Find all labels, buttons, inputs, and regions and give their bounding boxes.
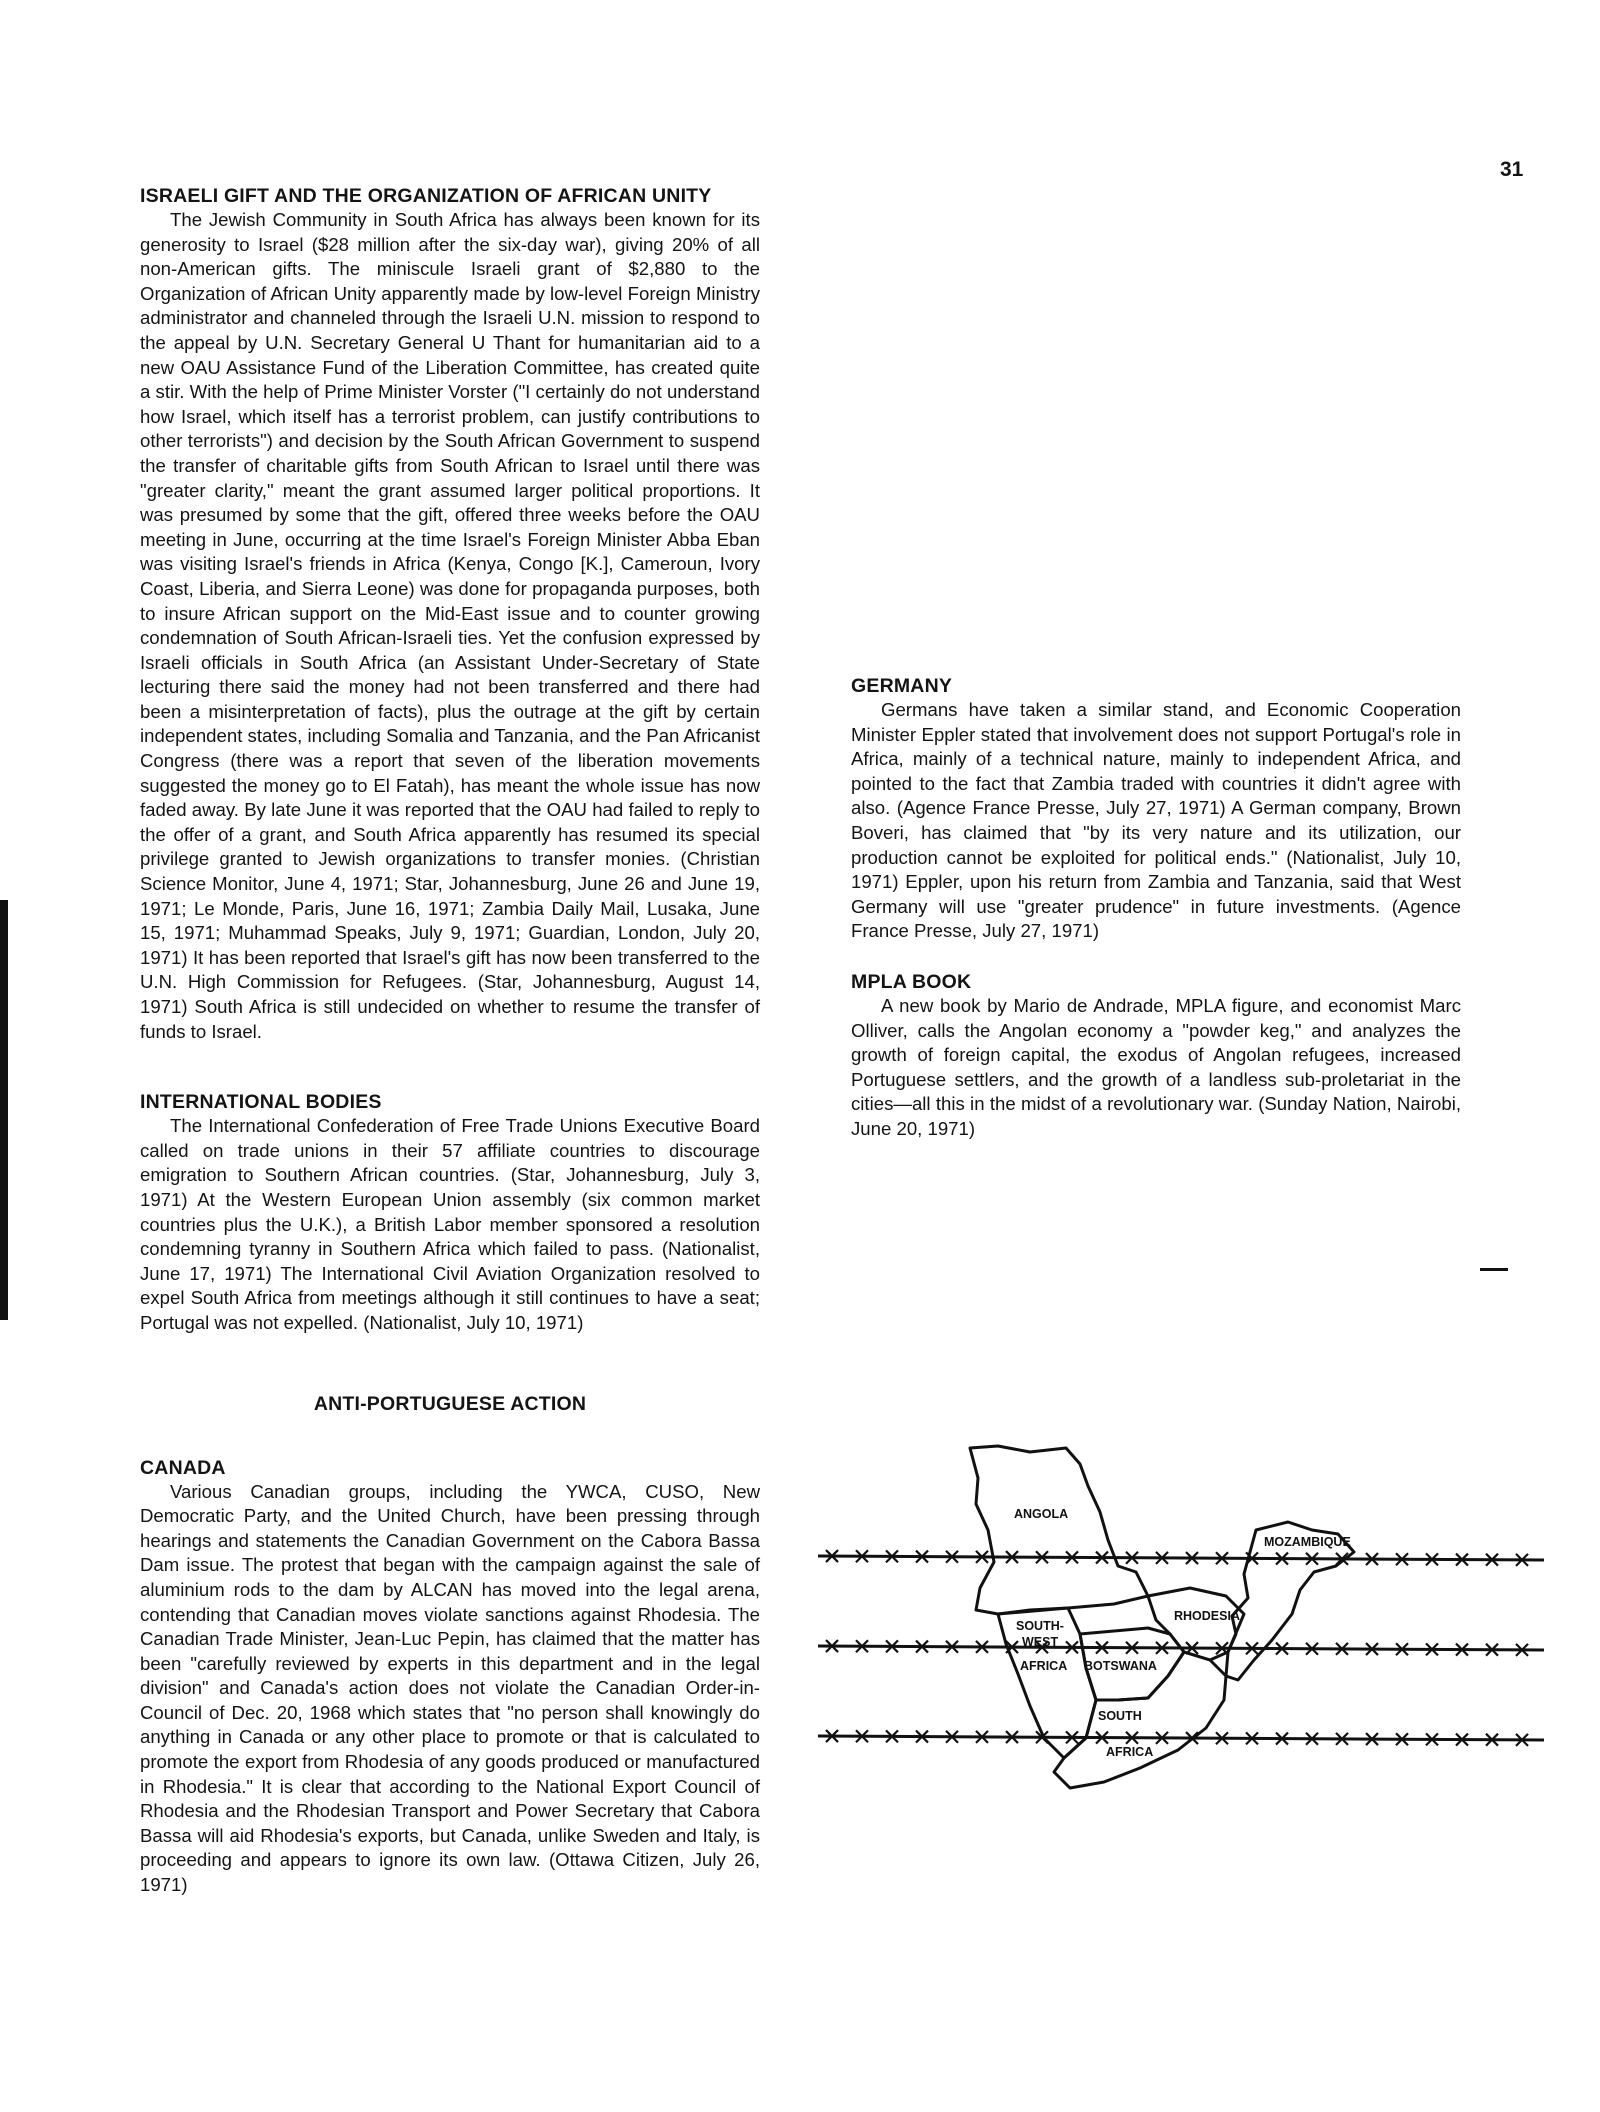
label-angola: ANGOLA [1014, 1507, 1069, 1521]
label-rhodesia: RHODESIA [1174, 1609, 1240, 1623]
page-number: 31 [1500, 158, 1524, 181]
label-south-west-3: AFRICA [1020, 1659, 1068, 1673]
mpla-book-body: A new book by Mario de Andrade, MPLA figure, and economist Marc Olliver, calls the Angolan economy a "powder keg," and analyzes the growth of foreign capital, the exodus of Angolan refugees, increased Portuguese settlers, and the growth of a landless sub-proletariat in the cities—all this in the midst of a revolutionary war. (Sunday Nation, Nairobi, June 20, 1971) [851, 994, 1461, 1139]
international-bodies-body: The International Confederation of Free Trade Unions Executive Board called on trade unions in their 57 affiliate countries to discourage emigration to Southern African countries. (Star, Johannesburg, July 3, 1971) At the Western European Union assembly (six common market countries plus the U.K.), a British Labor member sponsored a resolution condemning tyranny in Southern Africa which failed to pass. (Nationalist, June 17, 1971) The International Civil Aviation Organization resolved to expel South Africa from meetings although it still continues to have a seat; Portugal was not expelled. (Nationalist, July 10, 1971) [140, 1115, 760, 1333]
israeli-gift-body: The Jewish Community in South Africa has always been known for its generosity to Israel ($28 million after the six-day war), giving 20% of all non-American gifts. The miniscule Israeli grant of $2,880 to the Organization of African Unity apparently made by low-level Foreign Ministry administrator and channeled through the Israeli U.N. mission to respond to the appeal by U.N. Secretary General U Thant for humanitarian aid to a new OAU Assistance Fund of the Liberation Committee, has created quite a stir. With the help of Prime Minister Vorster ("I certainly do not understand how Israel, which itself has a terrorist problem, can justify contributions to other terrorists") and decision by the South African Government to suspend the transfer of charitable gifts from South African to Israel until there was "greater clarity," meant the grant assumed larger political proportions. It was presumed by some that the gift, offered three weeks before the OAU meeting in June, occurring at the time Israel's Foreign Minister Abba Eban was visiting Israel's friends in Africa (Kenya, Congo [K.], Cameroun, Ivory Coast, Liberia, and Sierra Leone) was done for propaganda purposes, both to insure African support on the Mid-East issue and to counter growing condemnation of South African-Israeli ties. Yet the confusion expressed by Israeli officials in South Africa (an Assistant Under-Secretary of State lecturing there said the money had not been transferred and there had been a misinterpretation of facts), plus the outrage at the gift by certain independent states, including Somalia and Tanzania, and the Pan Africanist Congress (there was a report that seven of the liberation movements suggested the money go to El Fatah), has meant the whole issue has now faded away. By late June it was reported that the OAU had failed to reply to the offer of a grant, and South Africa apparently has resumed its special privilege granted to Jewish organizations to transfer monies. (Christian Science Monitor, June 4, 1971; Star, Johannesburg, June 26 and June 19, 1971; Le Monde, Paris, June 16, 1971; Zambia Daily Mail, Lusaka, June 15, 1971; Muhammad Speaks, July 9, 1971; Guardian, London, July 20, 1971) It has been reported that Israel's gift has now been transferred to the U.N. High Commission for Refugees. (Star, Johannesburg, August 14, 1971) South Africa is still undecided on whether to resume the transfer of funds to Israel. [140, 209, 760, 1042]
international-bodies-heading: INTERNATIONAL BODIES [140, 1091, 382, 1114]
label-mozambique: MOZAMBIQUE [1264, 1535, 1351, 1549]
canada-body: Various Canadian groups, including the YWCA, CUSO, New Democratic Party, and the United Church, have been pressing through hearings and statements the Canadian Government on the Cabora Bassa Dam issue. The protest that began with the campaign against the sale of aluminium rods to the dam by ALCAN has moved into the legal arena, contending that Canadian moves violate sanctions against Rhodesia. The Canadian Trade Minister, Jean-Luc Pepin, has claimed that the matter has been "carefully reviewed by experts in this department and in the legal division" and Canada's action does not violate the Canadian Order-in-Council of Dec. 20, 1968 which states that "no person shall knowingly do anything in Canada or any other place to promote or that is calculated to promote the export from Rhodesia of any goods produced or manufactured in Rhodesia." It is clear that according to the National Export Council of Rhodesia and the Rhodesian Transport and Power Secretary that Cabora Bassa will aid Rhodesia's exports, but Canada, unlike Sweden and Italy, is proceeding and appears to ignore its own law. (Ottawa Citizen, July 26, 1971) [140, 1480, 760, 1896]
israeli-gift-heading: ISRAELI GIFT AND THE ORGANIZATION OF AFRICAN UNITY [140, 185, 712, 207]
right-column [851, 176, 1461, 1142]
germany-body: Germans have taken a similar stand, and Economic Cooperation Minister Eppler stated that involvement does not support Portugal's role in Africa, mainly of a technical nature, mainly to independent Africa, and pointed to the fact that Zambia traded with countries it didn't agree with also. (Agence France Presse, July 27, 1971) A German company, Brown Boveri, has claimed that "by its very nature and its utilization, our production cannot be exploited for political ends." (Nationalist, July 10, 1971) Eppler, upon his return from Zambia and Tanzania, said that West Germany will use "greater prudence" in future investments. (Agence France Presse, July 27, 1971) [851, 699, 1461, 942]
scan-tick-mark [1480, 1268, 1508, 1271]
label-south-africa-1: SOUTH [1098, 1709, 1142, 1723]
scan-edge-mark [0, 900, 8, 1320]
anti-portuguese-heading: ANTI-PORTUGUESE ACTION [313, 1392, 587, 1415]
angola-outline [970, 1446, 1148, 1614]
map-labels [1014, 1507, 1351, 1759]
barbed-wire-lines [818, 1556, 1544, 1740]
label-botswana: BOTSWANA [1084, 1659, 1157, 1673]
label-south-africa-2: AFRICA [1106, 1745, 1154, 1759]
canada-heading: CANADA [140, 1456, 226, 1479]
mpla-book-heading: MPLA BOOK [851, 970, 972, 993]
southern-africa-map [818, 1438, 1544, 1808]
label-south-west-1: SOUTH- [1016, 1619, 1064, 1633]
left-column [140, 184, 760, 1898]
map-drawing [818, 1438, 1544, 1808]
label-south-west-2: WEST [1022, 1635, 1059, 1649]
germany-heading: GERMANY [851, 675, 953, 697]
